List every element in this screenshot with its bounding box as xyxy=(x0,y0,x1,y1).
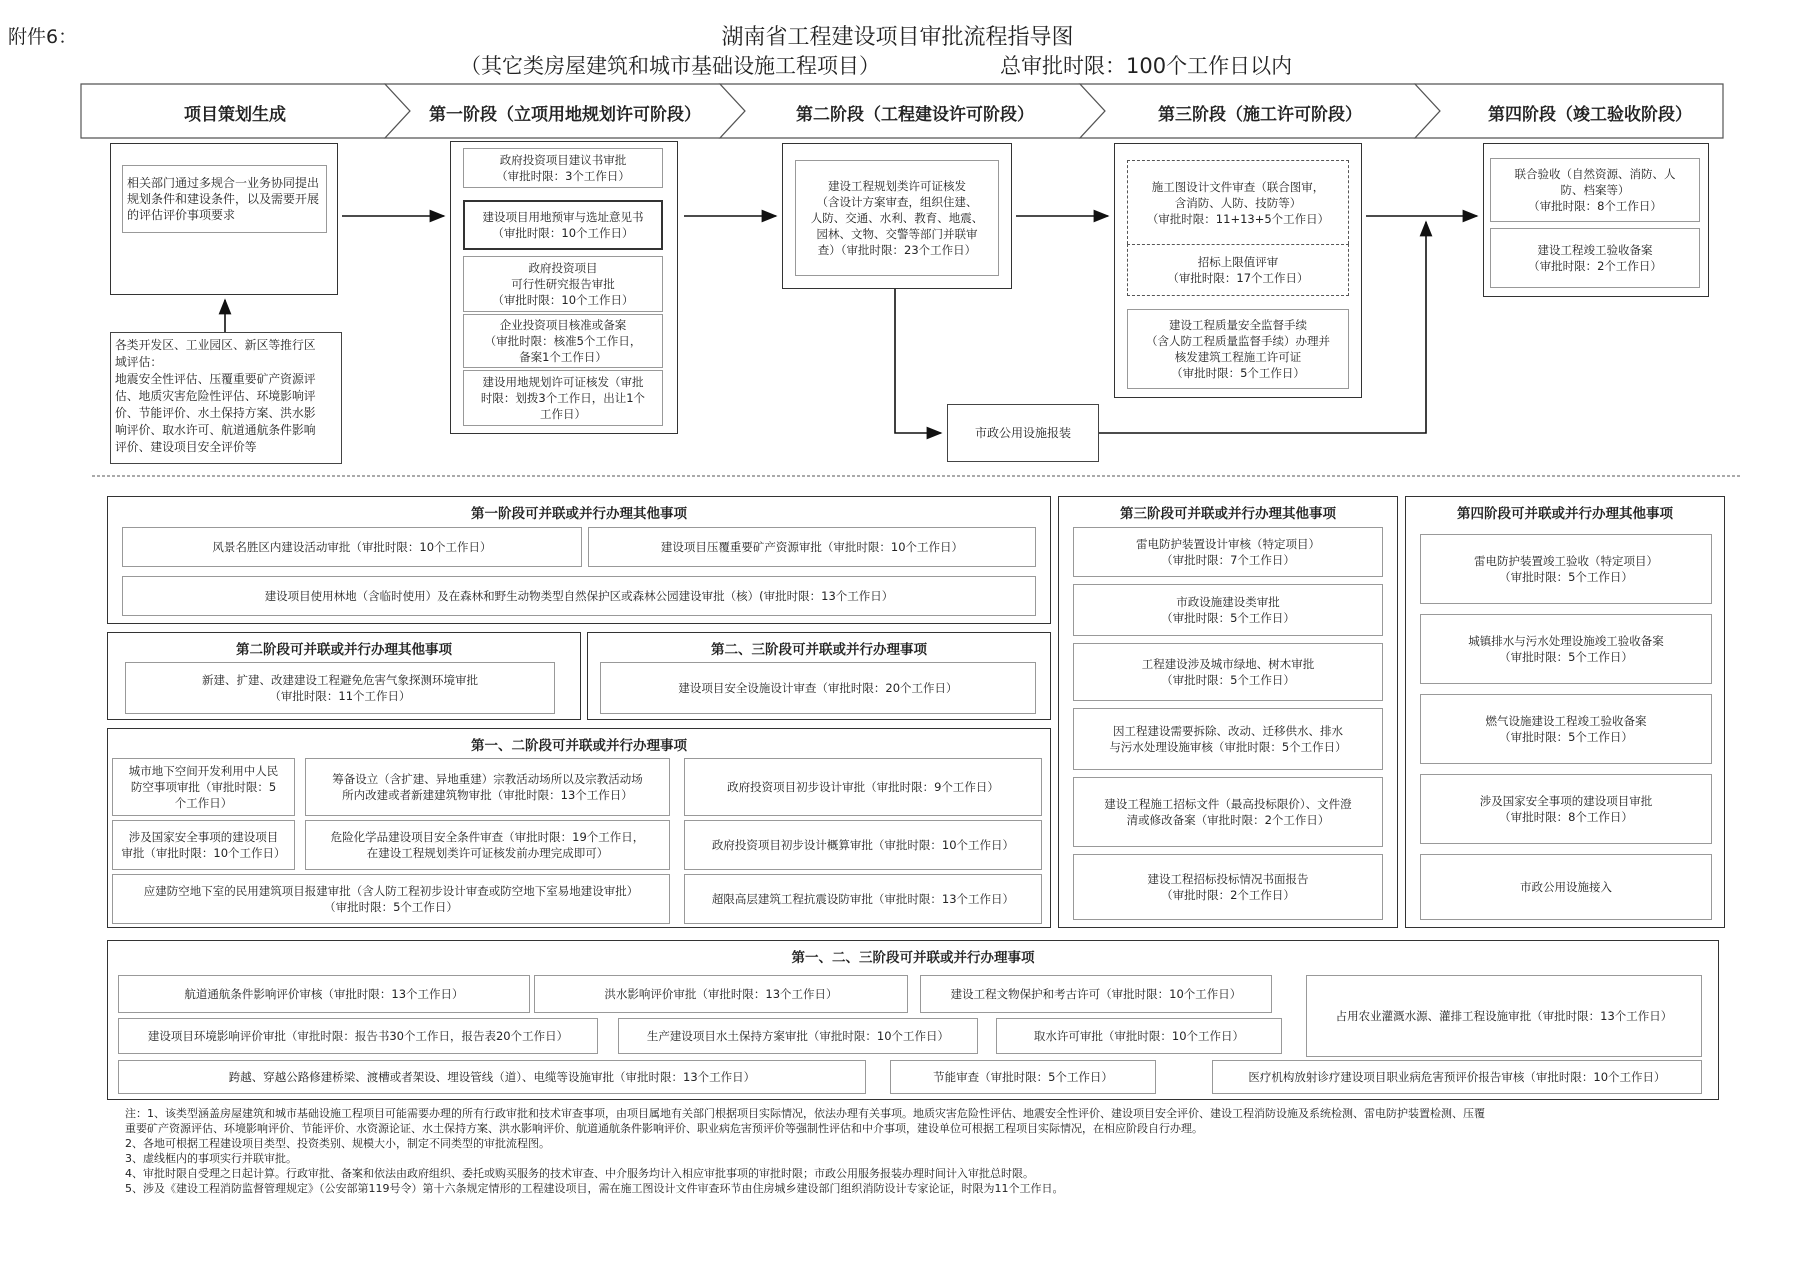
p123-item-9: 医疗机构放射诊疗建设项目职业病危害预评价报告审核（审批时限：10个工作日） xyxy=(1212,1060,1702,1094)
stage1-item-4: 建设用地规划许可证核发（审批 时限：划拨3个工作日，出让1个 工作日） xyxy=(463,370,663,426)
page-subtitle: （其它类房屋建筑和城市基础设施工程项目） xyxy=(460,54,880,78)
p12-item-1: 筹备设立（含扩建、异地重建）宗教活动场所以及宗教活动场 所内改建或者新建建筑物审批（审批时限：13个工作日） xyxy=(305,758,670,816)
stage-label-3: 第三阶段（施工许可阶段） xyxy=(1158,105,1362,125)
p12-title: 第一、二阶段可并联或并行办理事项 xyxy=(471,738,687,754)
note-line: 3、虚线框内的事项实行并联审批。 xyxy=(125,1152,297,1165)
regional-line: 响评价、取水许可、航道通航条件影响 xyxy=(115,423,316,437)
p3-item-5: 建设工程招标投标情况书面报告 （审批时限：2个工作日） xyxy=(1073,854,1383,920)
note-line: 4、审批时限自受理之日起计算。行政审批、备案和依法由政府组织、委托或购买服务的技术审查、中介服务均计入相应审批事项的审批时限；市政公用服务报装办理时间计入审批总时限。 xyxy=(125,1167,1034,1180)
p4-title: 第四阶段可并联或并行办理其他事项 xyxy=(1457,506,1673,522)
flow-arrows xyxy=(0,0,1795,480)
stage-label-0: 项目策划生成 xyxy=(184,105,286,125)
p123-item-0: 航道通航条件影响评价审核（审批时限：13个工作日） xyxy=(118,975,530,1013)
p12-item-7: 超限高层建筑工程抗震设防审批（审批时限：13个工作日） xyxy=(684,874,1042,924)
note-line: 注：1、该类型涵盖房屋建筑和城市基础设施工程项目可能需要办理的所有行政审批和技术审查事项，由项目属地有关部门根据项目实际情况，依法办理有关事项。地质灾害危险性评估、地震安全性评价、建设项目安全评价、建设工程消防设施及系统检测、雷电防护装置检测、压覆 xyxy=(125,1107,1485,1120)
stage-label-4: 第四阶段（竣工验收阶段） xyxy=(1488,105,1692,125)
p12-item-4: 危险化学品建设项目安全条件审查（审批时限：19个工作日， 在建设工程规划类许可证核发前办理完成即可） xyxy=(305,820,670,870)
stage1-item-1: 建设项目用地预审与选址意见书 （审批时限：10个工作日） xyxy=(463,200,663,250)
regional-line: 域评估： xyxy=(115,355,163,369)
p23-title: 第二、三阶段可并联或并行办理事项 xyxy=(711,642,927,658)
stage4-item-0: 联合验收（自然资源、消防、人 防、档案等） （审批时限：8个工作日） xyxy=(1490,158,1700,222)
note-line: 5、涉及《建设工程消防监督管理规定》（公安部第119号令）第十六条规定情形的工程建设项目，需在施工图设计文件审查环节由住房城乡建设部门组织消防设计专家论证，时限为11个工作日。 xyxy=(125,1182,1064,1195)
stage-label-2: 第二阶段（工程建设许可阶段） xyxy=(796,105,1034,125)
p123-item-2: 建设工程文物保护和考古许可（审批时限：10个工作日） xyxy=(920,975,1272,1013)
notes xyxy=(125,1106,1745,1196)
p123-item-8: 节能审查（审批时限：5个工作日） xyxy=(890,1060,1156,1094)
p12-item-6: 应建防空地下室的民用建筑项目报建审批（含人防工程初步设计审查或防空地下室易地建设审批） （审批时限：5个工作日） xyxy=(112,874,670,924)
p123-item-7: 跨越、穿越公路修建桥梁、渡槽或者架设、埋设管线（道）、电缆等设施审批（审批时限：13个工作日） xyxy=(118,1060,866,1094)
p3-item-1: 市政设施建设类审批 （审批时限：5个工作日） xyxy=(1073,584,1383,636)
note-line: 重要矿产资源评估、环境影响评价、节能评价、水资源论证、水土保持方案、洪水影响评价、航道通航条件影响评价、职业病危害预评价等强制性评估和中介事项，建设单位可根据工程项目实际情况，在相应阶段自行办理。 xyxy=(125,1122,1203,1135)
municipal-report-box: 市政公用设施报装 xyxy=(947,404,1099,462)
stage1-item-0: 政府投资项目建议书审批 （审批时限：3个工作日） xyxy=(463,148,663,188)
regional-line: 价、节能评价、水土保持方案、洪水影 xyxy=(115,406,316,420)
p123-item-3: 占用农业灌溉水源、灌排工程设施审批（审批时限：13个工作日） xyxy=(1306,975,1702,1057)
p12-item-2: 政府投资项目初步设计审批（审批时限：9个工作日） xyxy=(684,758,1042,816)
p123-item-1: 洪水影响评价审批（审批时限：13个工作日） xyxy=(534,975,908,1013)
p3-item-4: 建设工程施工招标文件（最高投标限价）、文件澄 清或修改备案（审批时限：2个工作日） xyxy=(1073,777,1383,847)
arrow-municipal-up xyxy=(1099,222,1426,433)
p12-item-5: 政府投资项目初步设计概算审批（审批时限：10个工作日） xyxy=(684,820,1042,870)
p2-title: 第二阶段可并联或并行办理其他事项 xyxy=(236,642,452,658)
p3-title: 第三阶段可并联或并行办理其他事项 xyxy=(1120,506,1336,522)
stage1-item-2: 政府投资项目 可行性研究报告审批 （审批时限：10个工作日） xyxy=(463,256,663,312)
p23-item: 建设项目安全设施设计审查（审批时限：20个工作日） xyxy=(600,662,1036,714)
p123-item-5: 生产建设项目水土保持方案审批（审批时限：10个工作日） xyxy=(618,1018,978,1054)
p3-item-2: 工程建设涉及城市绿地、树木审批 （审批时限：5个工作日） xyxy=(1073,643,1383,701)
regional-line: 估、地质灾害危险性评估、环境影响评 xyxy=(115,389,316,403)
p4-item-0: 雷电防护装置竣工验收（特定项目） （审批时限：5个工作日） xyxy=(1420,534,1712,604)
planning-main-text: 相关部门通过多规合一业务协同提出规划条件和建设条件，以及需要开展的评估评价事项要求 xyxy=(127,176,320,222)
p123-title: 第一、二、三阶段可并联或并行办理事项 xyxy=(791,950,1035,966)
p1-item-2: 建设项目使用林地（含临时使用）及在森林和野生动物类型自然保护区或森林公园建设审批（核）(审批时限：13个工作日） xyxy=(122,576,1036,616)
stage3-item-1: 招标上限值评审 （审批时限：17个工作日） xyxy=(1127,244,1349,296)
p2-item: 新建、扩建、改建建设工程避免危害气象探测环境审批 （审批时限：11个工作日） xyxy=(125,662,555,714)
note-line: 2、各地可根据工程建设项目类型、投资类别、规模大小，制定不同类型的审批流程图。 xyxy=(125,1137,550,1150)
arrow-to-municipal xyxy=(895,289,941,433)
p123-item-6: 取水许可审批（审批时限：10个工作日） xyxy=(996,1018,1282,1054)
p3-item-3: 因工程建设需要拆除、改动、迁移供水、排水 与污水处理设施审核（审批时限：5个工作日） xyxy=(1073,708,1383,770)
p1-item-0: 风景名胜区内建设活动审批（审批时限：10个工作日） xyxy=(122,527,582,567)
p123-item-4: 建设项目环境影响评价审批（审批时限：报告书30个工作日，报告表20个工作日） xyxy=(118,1018,598,1054)
p4-item-4: 市政公用设施接入 xyxy=(1420,854,1712,920)
stage2-item: 建设工程规划类许可证核发 （含设计方案审查，组织住建、 人防、交通、水利、教育、地震、 园林、文物、交警等部门并联审 查）（审批时限：23个工作日） xyxy=(795,160,999,276)
regional-line: 地震安全性评估、压覆重要矿产资源评 xyxy=(115,372,316,386)
total-limit: 总审批时限：100个工作日以内 xyxy=(1000,54,1293,78)
p3-item-0: 雷电防护装置设计审核（特定项目） （审批时限：7个工作日） xyxy=(1073,527,1383,577)
p4-item-2: 燃气设施建设工程竣工验收备案 （审批时限：5个工作日） xyxy=(1420,694,1712,764)
regional-line: 评价、建设项目安全评价等 xyxy=(115,440,257,454)
page-title: 湖南省工程建设项目审批流程指导图 xyxy=(721,25,1074,50)
attachment-label: 附件6： xyxy=(8,26,78,48)
stage3-item-0: 施工图设计文件审查（联合图审， 含消防、人防、技防等） （审批时限：11+13+5个工作日） xyxy=(1127,160,1349,244)
regional-line: 各类开发区、工业园区、新区等推行区 xyxy=(115,338,316,352)
stage1-item-3: 企业投资项目核准或备案 （审批时限：核准5个工作日， 备案1个工作日） xyxy=(463,314,663,368)
stage4-item-1: 建设工程竣工验收备案 （审批时限：2个工作日） xyxy=(1490,228,1700,288)
p1-title: 第一阶段可并联或并行办理其他事项 xyxy=(471,506,687,522)
stage3-item-2: 建设工程质量安全监督手续 （含人防工程质量监督手续）办理并 核发建筑工程施工许可证 （审批时限：5个工作日） xyxy=(1127,309,1349,389)
stage-label-1: 第一阶段（立项用地规划许可阶段） xyxy=(429,105,701,125)
p1-item-1: 建设项目压覆重要矿产资源审批（审批时限：10个工作日） xyxy=(588,527,1036,567)
p12-item-3: 涉及国家安全事项的建设项目 审批（审批时限：10个工作日） xyxy=(112,820,295,870)
p4-item-1: 城镇排水与污水处理设施竣工验收备案 （审批时限：5个工作日） xyxy=(1420,614,1712,684)
p12-item-0: 城市地下空间开发利用中人民 防空事项审批（审批时限：5 个工作日） xyxy=(112,758,295,816)
p4-item-3: 涉及国家安全事项的建设项目审批 （审批时限：8个工作日） xyxy=(1420,774,1712,844)
